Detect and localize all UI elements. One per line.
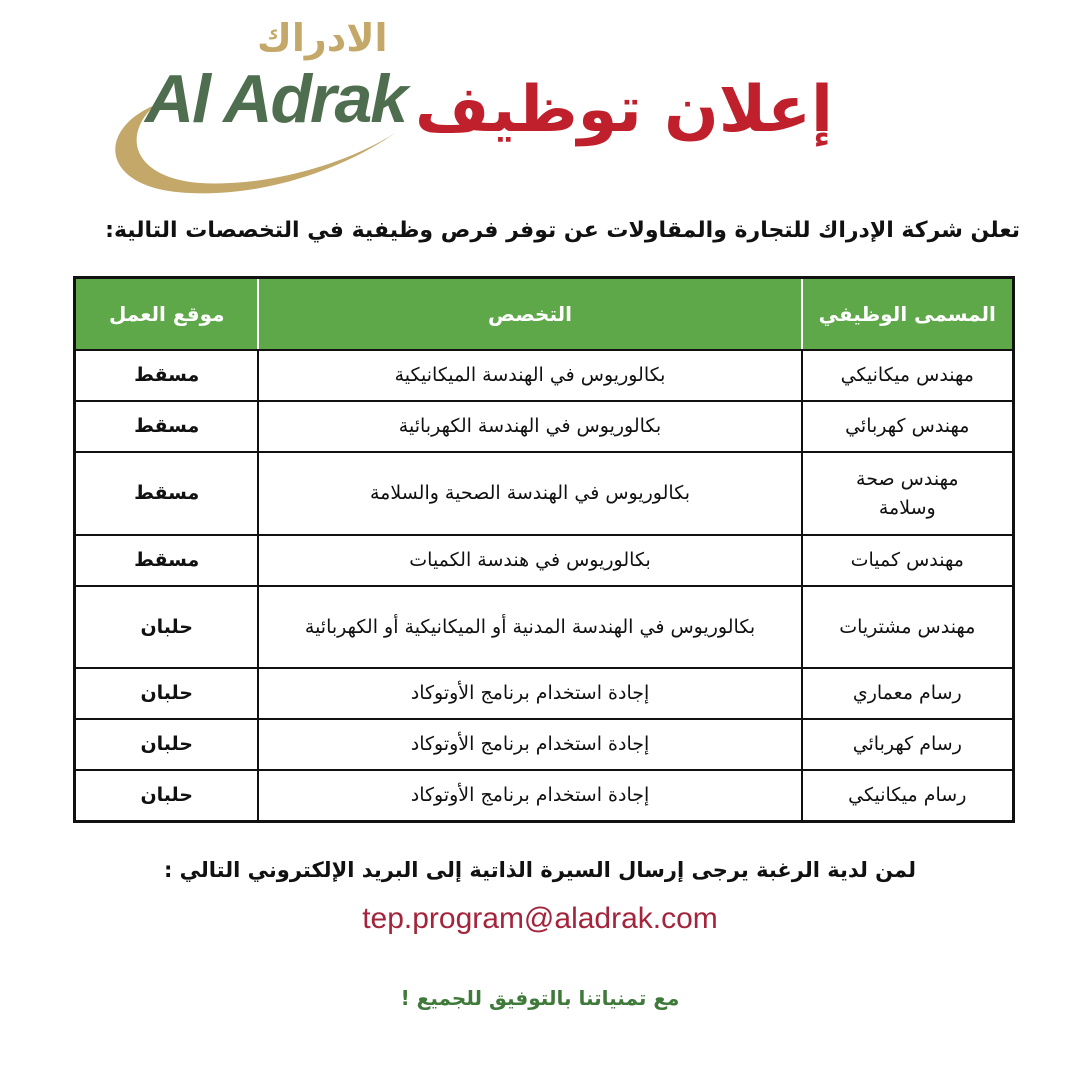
location-cell: حلبان <box>75 668 259 719</box>
location-cell: حلبان <box>75 719 259 770</box>
header-location: موقع العمل <box>75 278 259 351</box>
jobs-table <box>73 276 1015 823</box>
table-row <box>75 401 1014 452</box>
location-cell: مسقط <box>75 350 259 401</box>
contact-instructions: لمن لدية الرغبة يرجى إرسال السيرة الذاتية إلى البريد الإلكتروني التالي : <box>163 858 917 882</box>
table-row <box>75 586 1014 668</box>
specialization-cell: بكالوريوس في الهندسة الكهربائية <box>258 401 801 452</box>
table-row <box>75 350 1014 401</box>
location-cell: حلبان <box>75 586 259 668</box>
email-link[interactable]: tep.program@aladrak.com <box>362 902 718 935</box>
table-row <box>75 770 1014 821</box>
specialization-cell: إجادة استخدام برنامج الأوتوكاد <box>258 719 801 770</box>
logo-arabic-text: الادراك <box>257 16 388 60</box>
table-header-row <box>75 278 1014 351</box>
specialization-cell: بكالوريوس في الهندسة الصحية والسلامة <box>258 452 801 535</box>
header-specialization: التخصص <box>258 278 801 351</box>
location-cell: مسقط <box>75 535 259 586</box>
header-job-title: المسمى الوظيفي <box>802 278 1014 351</box>
closing-message: مع تمنياتنا بالتوفيق للجميع ! <box>400 986 680 1010</box>
job-title-cell: رسام ميكانيكي <box>802 770 1014 821</box>
table-row <box>75 535 1014 586</box>
job-title-cell: رسام معماري <box>802 668 1014 719</box>
specialization-cell: بكالوريوس في هندسة الكميات <box>258 535 801 586</box>
job-title-cell: مهندس كهربائي <box>802 401 1014 452</box>
page-title: إعلان توظيف <box>415 73 833 147</box>
table-row <box>75 668 1014 719</box>
specialization-cell: بكالوريوس في الهندسة المدنية أو الميكانيكية أو الكهربائية <box>258 586 801 668</box>
table-row <box>75 719 1014 770</box>
table-row <box>75 452 1014 535</box>
specialization-cell: بكالوريوس في الهندسة الميكانيكية <box>258 350 801 401</box>
job-title-cell: مهندس صحة وسلامة <box>802 452 1014 535</box>
job-title-cell: مهندس مشتريات <box>802 586 1014 668</box>
logo-latin-text: Al Adrak <box>145 61 407 137</box>
job-title-cell: رسام كهربائي <box>802 719 1014 770</box>
company-logo <box>95 15 405 200</box>
location-cell: مسقط <box>75 452 259 535</box>
job-title-cell: مهندس ميكانيكي <box>802 350 1014 401</box>
specialization-cell: إجادة استخدام برنامج الأوتوكاد <box>258 668 801 719</box>
location-cell: حلبان <box>75 770 259 821</box>
specialization-cell: إجادة استخدام برنامج الأوتوكاد <box>258 770 801 821</box>
intro-text: تعلن شركة الإدراك للتجارة والمقاولات عن توفر فرص وظيفية في التخصصات التالية: <box>105 218 1020 243</box>
job-title-cell: مهندس كميات <box>802 535 1014 586</box>
location-cell: مسقط <box>75 401 259 452</box>
